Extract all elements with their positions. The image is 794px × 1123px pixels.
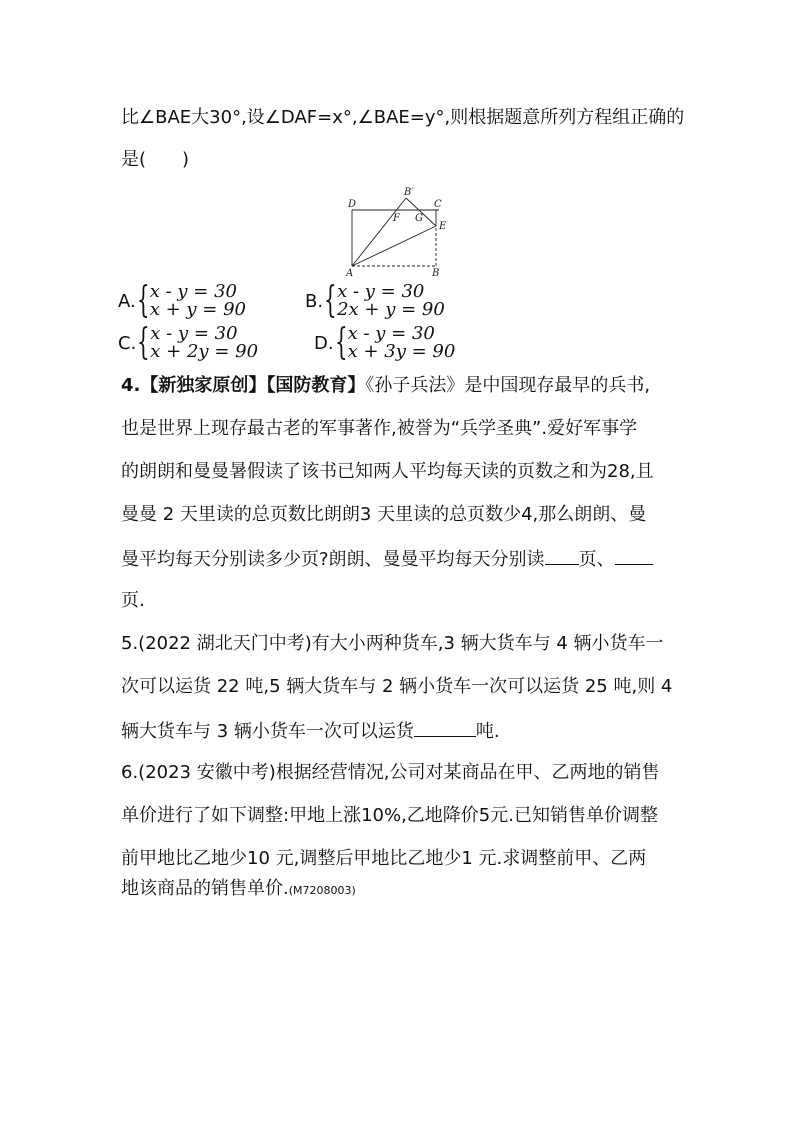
q6-code: (M7208003) [288,884,356,897]
option-a[interactable] [118,280,246,321]
label-B-prime: B′ [404,187,414,198]
q4-line-5 [121,546,653,572]
q6-line-3: 前甲地比乙地少10 元,调整后甲地比乙地少1 元.求调整前甲、乙两 [121,848,647,869]
q5-line-2: 次可以运货 22 吨,5 辆大货车与 2 辆小货车一次可以运货 25 吨,则 4 [121,676,673,697]
answer-blank-langlang[interactable] [545,546,579,565]
q4-line-1-text: 《孙子兵法》是中国现存最早的兵书, [365,375,651,396]
q4-line-1 [121,374,650,398]
option-c-label: C. [118,332,137,354]
segment-AB-prime [352,198,406,266]
label-C: C [434,199,442,210]
q6-line-1: 6.(2023 安徽中考)根据经营情况,公司对某商品在甲、乙两地的销售 [121,762,660,783]
option-d-eq1: x - y = 30 [347,323,435,344]
option-a-eq2: x + y = 90 [149,299,246,320]
answer-blank-manman[interactable] [615,546,653,565]
brace-icon: { [334,322,348,363]
q5-line-1: 5.(2022 湖北天门中考)有大小两种货车,3 辆大货车与 4 辆小货车一 [121,633,664,654]
q4-line-2: 也是世界上现存最古老的军事著作,被誉为“兵学圣典”.爱好军事学 [121,418,638,439]
label-E: E [439,221,447,232]
option-a-label: A. [118,290,136,312]
label-D: D [348,199,357,210]
label-F: F [393,213,400,224]
q4-line-6: 页. [121,590,145,611]
brace-icon: { [324,280,337,321]
label-A: A [346,268,354,279]
brace-icon: { [136,280,150,321]
q3-line-1: 比∠BAE大30°,设∠DAF=x°,∠BAE=y°,则根据题意所列方程组正确的 [121,107,685,128]
q5-line-3-text: 辆大货车与 3 辆小货车一次可以运货 [121,721,414,742]
option-b-eq2: 2x + y = 90 [337,299,445,320]
q4-tag-original: 【新独家原创】 [140,375,267,396]
option-d-label: D. [314,332,334,354]
q4-line-3: 的朗朗和曼曼暑假读了该书已知两人平均每天读的页数之和为28,且 [121,461,654,482]
option-c-eq1: x - y = 30 [150,323,238,344]
label-G: G [415,213,423,224]
option-d-eq2: x + 3y = 90 [347,341,456,362]
option-a-eq1: x - y = 30 [149,281,237,302]
segment-AE [352,226,436,266]
q4-number: 4. [121,375,141,396]
option-c-eq2: x + 2y = 90 [150,341,259,362]
option-b-eq1: x - y = 30 [337,281,425,302]
label-B: B [432,268,440,279]
brace-icon: { [137,322,150,363]
q5-line-3 [121,718,500,744]
q5-line-3-unit: 吨. [475,721,500,742]
q4-line-5-unit: 页、 [578,549,615,570]
geometry-figure [340,182,455,280]
q4-line-4: 曼曼 2 天里读的总页数比朗朗3 天里读的总页数少4,那么朗朗、曼 [121,504,647,525]
q6-line-2: 单价进行了如下调整:甲地上涨10%,乙地降价5元.已知销售单价调整 [121,805,658,826]
option-b[interactable] [305,280,445,321]
q6-line-4 [121,877,356,903]
q4-line-5-text: 曼平均每天分别读多少页?朗朗、曼曼平均每天分别读 [121,549,545,570]
option-c[interactable] [118,322,259,363]
answer-blank-tons[interactable] [414,718,476,737]
q3-line-2: 是( ) [121,149,190,170]
q4-tag-defense: 【国防教育】 [266,375,366,396]
q6-line-4-text: 地该商品的销售单价. [121,878,289,899]
option-b-label: B. [305,290,324,312]
option-d[interactable] [314,322,456,363]
